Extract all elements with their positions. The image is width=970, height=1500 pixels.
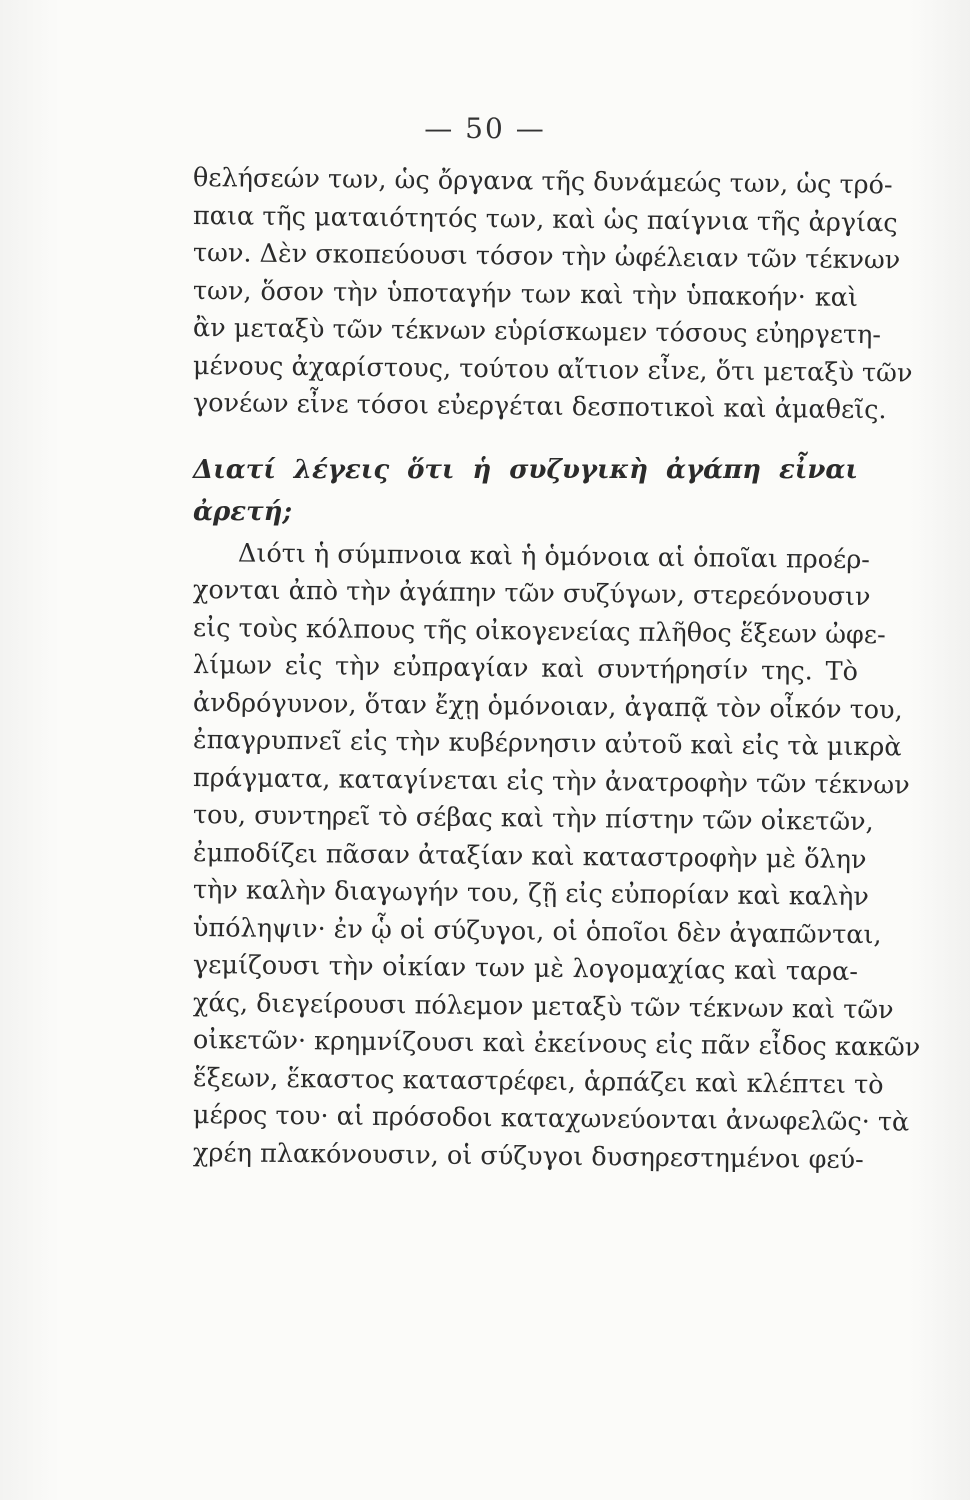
question-heading: [193, 449, 858, 533]
text-line: ἀνδρόγυνον, ὅταν ἔχῃ ὁμόνοιαν, ἀγαπᾷ τὸν οἶκόν του,: [192, 687, 903, 725]
text-line: οἰκετῶν· κρημνίζουσι καὶ ἐκείνους εἰς πᾶν εἶδος κακῶν: [192, 1025, 921, 1063]
text-line: των. Δὲν σκοπεύουσι τόσον τὴν ὠφέλειαν τῶν τέκνων: [192, 238, 901, 276]
text-line: θελήσεών των, ὡς ὄργανα τῆς δυνάμεώς των, ὡς τρό-: [192, 163, 893, 201]
text-line: ἕξεων, ἕκαστος καταστρέφει, ἁρπάζει καὶ κλέπτει τὸ: [192, 1062, 884, 1100]
text-line: Διότι ἡ σύμπνοια καὶ ἡ ὁμόνοια αἱ ὁποῖαι προέρ-: [237, 537, 871, 575]
text-line: τὴν καλὴν διαγωγήν του, ζῇ εἰς εὐπορίαν καὶ καλὴν: [192, 875, 870, 913]
text-line: ἐπαγρυπνεῖ εἰς τὴν κυβέρνησιν αὐτοῦ καὶ εἰς τὰ μικρὰ: [192, 725, 902, 763]
text-line: ἂν μεταξὺ τῶν τέκνων εὑρίσκωμεν τόσους εὐηργετη-: [192, 313, 882, 351]
text-line: πράγματα, καταγίνεται εἰς τὴν ἀνατροφὴν τῶν τέκνων: [192, 762, 910, 801]
text-line: μέρος του· αἱ πρόσοδοι καταχωνεύονται ἀνωφελῶς· τὰ: [192, 1100, 910, 1138]
text-line: γονέων εἶνε τόσοι εὐεργέται δεσποτικοὶ καὶ ἀμαθεῖς.: [192, 388, 887, 426]
text-line: λίμων εἰς τὴν εὐπραγίαν καὶ συντήρησίν της. Τὸ: [192, 650, 859, 687]
body-text: [192, 160, 921, 1175]
paragraph-1: [192, 160, 913, 426]
page-number: — 50 —: [424, 112, 546, 145]
text-line: παια τῆς ματαιότητός των, καὶ ὡς παίγνια τῆς ἀργίας: [192, 200, 898, 238]
text-line: μένους ἀχαρίστους, τούτου αἴτιον εἶνε, ὅτι μεταξὺ τῶν: [192, 350, 913, 389]
paragraph-2: [192, 535, 921, 1175]
text-line: γεμίζουσι τὴν οἰκίαν των μὲ λογομαχίας καὶ ταρα-: [192, 950, 859, 987]
heading-line: ἀρετή;: [193, 496, 293, 527]
text-line: εἰς τοὺς κόλπους τῆς οἰκογενείας πλῆθος ἕξεων ὠφε-: [192, 612, 886, 650]
text-line: χρέη πλακόνουσιν, οἱ σύζυγοι δυσηρεστημένοι φεύ-: [192, 1137, 864, 1175]
text-line: ἐμποδίζει πᾶσαν ἀταξίαν καὶ καταστροφὴν μὲ ὅλην: [192, 837, 867, 875]
text-line: χάς, διεγείρουσι πόλεμον μεταξὺ τῶν τέκνων καὶ τῶν: [192, 987, 894, 1025]
text-line: χονται ἀπὸ τὴν ἀγάπην τῶν συζύγων, στερεόνουσιν: [192, 575, 871, 613]
heading-line: Διατί λέγεις ὅτι ἡ συζυγικὴ ἀγάπη εἶναι: [193, 454, 858, 485]
text-line: των, ὅσον τὴν ὑποταγήν των καὶ τὴν ὑπακοήν· καὶ: [192, 275, 859, 313]
text-line: ὑπόληψιν· ἐν ᾧ οἱ σύζυγοι, οἱ ὁποῖοι δὲν ἀγαπῶνται,: [192, 912, 882, 950]
text-line: του, συντηρεῖ τὸ σέβας καὶ τὴν πίστην τῶν οἰκετῶν,: [192, 800, 874, 838]
